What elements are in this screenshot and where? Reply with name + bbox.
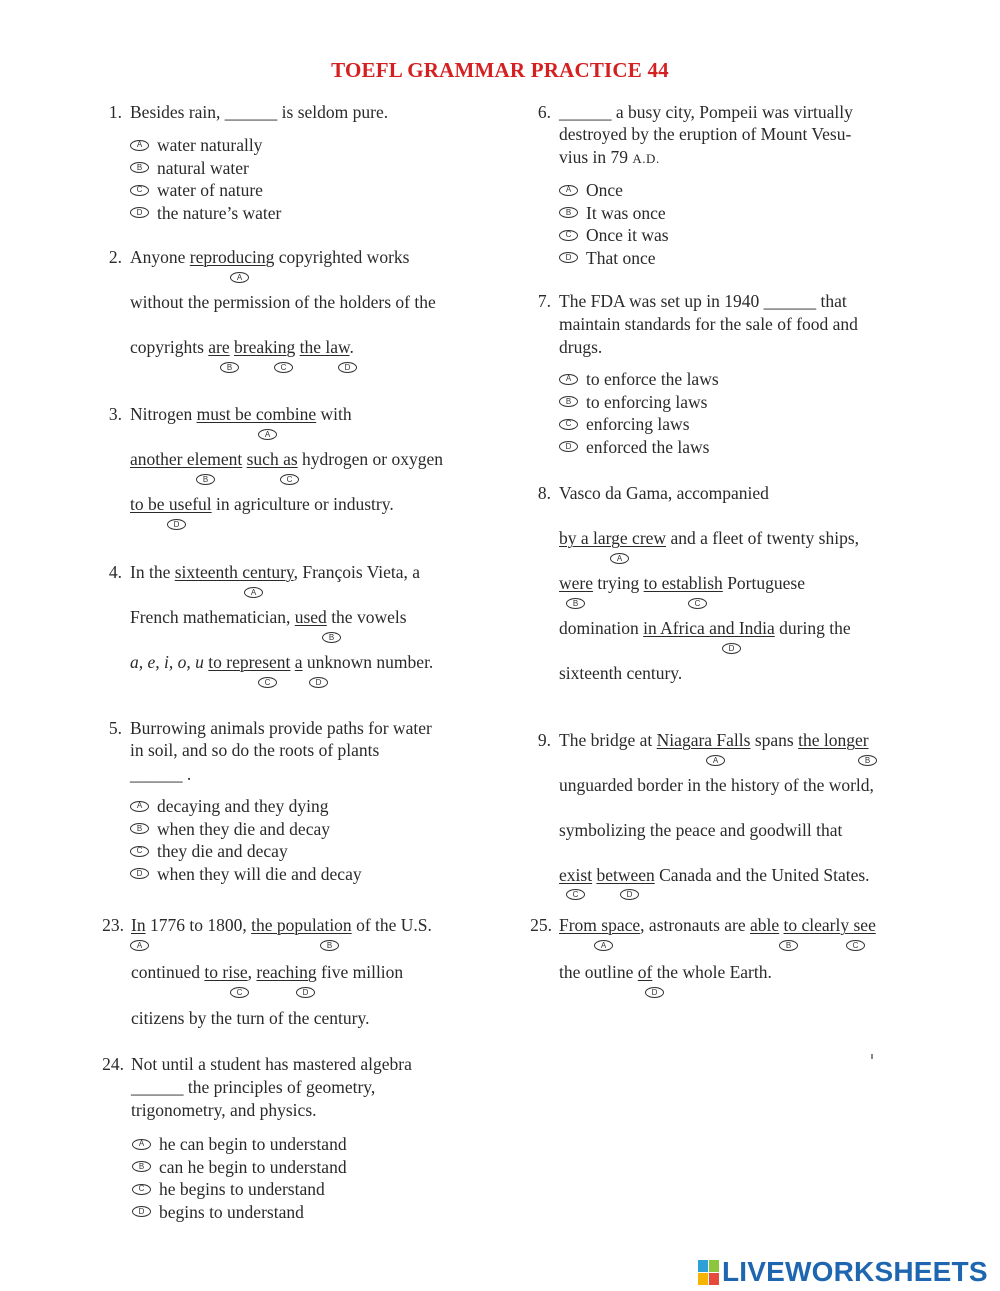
marker-d-icon[interactable]: D bbox=[620, 889, 639, 900]
choice-circle-icon: B bbox=[132, 1161, 151, 1172]
question-line: sixteenth century. bbox=[559, 663, 683, 683]
option-d[interactable] bbox=[132, 1201, 347, 1224]
question-line: ______ . bbox=[130, 764, 192, 784]
option-b[interactable] bbox=[132, 1156, 347, 1179]
marker-c-icon[interactable]: C bbox=[846, 940, 865, 951]
marker-a-icon[interactable]: A bbox=[230, 272, 249, 283]
page-title: TOEFL GRAMMAR PRACTICE 44 bbox=[331, 58, 669, 82]
question-line: destroyed by the eruption of Mount Vesu- bbox=[559, 124, 852, 144]
option-c[interactable] bbox=[559, 224, 669, 247]
question-line: From space, astronauts are able to clearly see bbox=[559, 915, 876, 935]
question-line: maintain standards for the sale of food and bbox=[559, 314, 858, 334]
option-text: he begins to understand bbox=[159, 1179, 325, 1200]
question-line: in soil, and so do the roots of plants bbox=[130, 740, 380, 760]
option-b[interactable] bbox=[130, 818, 362, 841]
choice-circle-icon: D bbox=[130, 207, 149, 218]
choice-circle-icon: B bbox=[130, 823, 149, 834]
marker-c-icon[interactable]: C bbox=[274, 362, 293, 373]
option-text: water of nature bbox=[157, 180, 263, 201]
option-text: when they will die and decay bbox=[157, 863, 362, 884]
question-line: vius in 79 A.D. bbox=[559, 147, 660, 167]
marker-b-icon[interactable]: B bbox=[320, 940, 339, 951]
question-number: 25. bbox=[530, 915, 552, 935]
choice-circle-icon: A bbox=[130, 801, 149, 812]
question-line: ______ a busy city, Pompeii was virtually bbox=[559, 102, 853, 122]
option-a[interactable] bbox=[132, 1133, 347, 1156]
marker-c-icon[interactable]: C bbox=[688, 598, 707, 609]
question-line: symbolizing the peace and goodwill that bbox=[559, 820, 843, 840]
choice-circle-icon: A bbox=[559, 185, 578, 196]
stray-mark bbox=[871, 1054, 873, 1059]
marker-d-icon[interactable]: D bbox=[338, 362, 357, 373]
option-a[interactable] bbox=[130, 795, 362, 818]
option-c[interactable] bbox=[559, 413, 719, 436]
option-c[interactable] bbox=[130, 179, 281, 202]
question-number: 9. bbox=[537, 730, 551, 750]
question-line: the outline of the whole Earth. bbox=[559, 962, 772, 982]
question-line: Burrowing animals provide paths for water bbox=[130, 718, 432, 738]
choice-circle-icon: B bbox=[559, 396, 578, 407]
choice-circle-icon: C bbox=[130, 185, 149, 196]
question-number: 7. bbox=[537, 291, 551, 311]
option-text: can he begin to understand bbox=[159, 1156, 347, 1177]
marker-a-icon[interactable]: A bbox=[610, 553, 629, 564]
option-b[interactable] bbox=[559, 391, 719, 414]
marker-a-icon[interactable]: A bbox=[244, 587, 263, 598]
choice-circle-icon: C bbox=[130, 846, 149, 857]
marker-d-icon[interactable]: D bbox=[722, 643, 741, 654]
question-line: French mathematician, used the vowels bbox=[130, 607, 407, 627]
marker-d-icon[interactable]: D bbox=[296, 987, 315, 998]
option-d[interactable] bbox=[130, 202, 281, 225]
option-text: when they die and decay bbox=[157, 818, 330, 839]
question-number: 2. bbox=[108, 247, 122, 267]
option-text: natural water bbox=[157, 157, 249, 178]
marker-b-icon[interactable]: B bbox=[196, 474, 215, 485]
option-d[interactable] bbox=[130, 863, 362, 886]
question-number: 6. bbox=[537, 102, 551, 122]
question-number: 8. bbox=[537, 483, 551, 503]
option-a[interactable] bbox=[559, 179, 669, 202]
question-line: drugs. bbox=[559, 337, 603, 357]
choice-circle-icon: D bbox=[132, 1206, 151, 1217]
question-line: continued to rise, reaching five million bbox=[131, 962, 404, 982]
question-line: citizens by the turn of the century. bbox=[131, 1008, 370, 1028]
option-text: to enforcing laws bbox=[586, 391, 708, 412]
question-line: were trying to establish Portuguese bbox=[559, 573, 805, 593]
choice-circle-icon: B bbox=[130, 162, 149, 173]
option-text: they die and decay bbox=[157, 841, 288, 862]
question-line: In 1776 to 1800, the population of the U.S. bbox=[131, 915, 432, 935]
choice-circle-icon: B bbox=[559, 207, 578, 218]
option-text: he can begin to understand bbox=[159, 1134, 347, 1155]
option-text: It was once bbox=[586, 202, 666, 223]
question-number: 1. bbox=[108, 102, 122, 122]
question-line: ______ the principles of geometry, bbox=[131, 1077, 376, 1097]
question-line: The FDA was set up in 1940 ______ that bbox=[559, 291, 847, 311]
option-a[interactable] bbox=[559, 368, 719, 391]
question-line: to be useful in agriculture or industry. bbox=[130, 494, 394, 514]
question-line: trigonometry, and physics. bbox=[131, 1100, 317, 1120]
option-text: the nature’s water bbox=[157, 202, 282, 223]
marker-a-icon[interactable]: A bbox=[706, 755, 725, 766]
question-line: In the sixteenth century, François Vieta, a bbox=[130, 562, 421, 582]
choice-circle-icon: A bbox=[130, 140, 149, 151]
choice-circle-icon: D bbox=[559, 441, 578, 452]
marker-b-icon[interactable]: B bbox=[566, 598, 585, 609]
marker-b-icon[interactable]: B bbox=[220, 362, 239, 373]
option-text: to enforce the laws bbox=[586, 369, 719, 390]
option-c[interactable] bbox=[132, 1178, 347, 1201]
option-b[interactable] bbox=[130, 157, 281, 180]
choice-circle-icon: C bbox=[559, 230, 578, 241]
choice-circle-icon: C bbox=[559, 419, 578, 430]
option-text: water naturally bbox=[157, 135, 263, 156]
marker-a-icon[interactable]: A bbox=[258, 429, 277, 440]
question-line: by a large crew and a fleet of twenty ships, bbox=[559, 528, 859, 548]
question-line: a, e, i, o, u to represent a unknown number. bbox=[130, 652, 434, 672]
marker-a-icon[interactable]: A bbox=[130, 940, 149, 951]
option-text: That once bbox=[586, 247, 656, 268]
option-text: enforcing laws bbox=[586, 414, 690, 435]
marker-c-icon[interactable]: C bbox=[258, 677, 277, 688]
question-line: copyrights are breaking the law. bbox=[130, 337, 354, 357]
option-text: Once it was bbox=[586, 225, 669, 246]
question-number: 4. bbox=[108, 562, 122, 582]
question-line: Vasco da Gama, accompanied bbox=[559, 483, 769, 503]
question-line: another element such as hydrogen or oxygen bbox=[130, 449, 443, 469]
question-number: 3. bbox=[108, 404, 122, 424]
option-text: Once bbox=[586, 180, 623, 201]
liveworksheets-logo-icon bbox=[698, 1260, 719, 1285]
option-d[interactable] bbox=[559, 247, 669, 270]
question-line: Anyone reproducing copyrighted works bbox=[130, 247, 410, 267]
question-line: Not until a student has mastered algebra bbox=[131, 1054, 412, 1074]
question-number: 5. bbox=[108, 718, 122, 738]
question-line: The bridge at Niagara Falls spans the longer bbox=[559, 730, 869, 750]
liveworksheets-logo bbox=[698, 1256, 988, 1288]
option-a[interactable] bbox=[130, 134, 281, 157]
question-line: Nitrogen must be combine with bbox=[130, 404, 352, 424]
marker-b-icon[interactable]: B bbox=[779, 940, 798, 951]
option-text: begins to understand bbox=[159, 1201, 304, 1222]
question-number: 23. bbox=[102, 915, 124, 935]
choice-circle-icon: A bbox=[132, 1139, 151, 1150]
option-b[interactable] bbox=[559, 202, 669, 225]
choice-circle-icon: D bbox=[559, 252, 578, 263]
marker-d-icon[interactable]: D bbox=[167, 519, 186, 530]
choice-circle-icon: D bbox=[130, 868, 149, 879]
question-line: without the permission of the holders of the bbox=[130, 292, 436, 312]
question-line: domination in Africa and India during the bbox=[559, 618, 851, 638]
question-line: exist between Canada and the United States. bbox=[559, 865, 870, 885]
option-text: decaying and they dying bbox=[157, 796, 329, 817]
marker-c-icon[interactable]: C bbox=[566, 889, 585, 900]
option-c[interactable] bbox=[130, 840, 362, 863]
question-text: Besides rain, ______ is seldom pure. bbox=[130, 102, 389, 122]
question-number: 24. bbox=[102, 1054, 124, 1074]
marker-c-icon[interactable]: C bbox=[230, 987, 249, 998]
marker-c-icon[interactable]: C bbox=[280, 474, 299, 485]
marker-d-icon[interactable]: D bbox=[645, 987, 664, 998]
underlined-a: reproducing bbox=[189, 247, 275, 267]
option-text: enforced the laws bbox=[586, 436, 710, 457]
choice-circle-icon: C bbox=[132, 1184, 151, 1195]
marker-b-icon[interactable]: B bbox=[322, 632, 341, 643]
marker-d-icon[interactable]: D bbox=[309, 677, 328, 688]
choice-circle-icon: A bbox=[559, 374, 578, 385]
question-line: unguarded border in the history of the world, bbox=[559, 775, 874, 795]
marker-b-icon[interactable]: B bbox=[858, 755, 877, 766]
option-d[interactable] bbox=[559, 436, 719, 459]
logo-text: LIVEWORKSHEETS bbox=[722, 1256, 988, 1287]
marker-a-icon[interactable]: A bbox=[594, 940, 613, 951]
